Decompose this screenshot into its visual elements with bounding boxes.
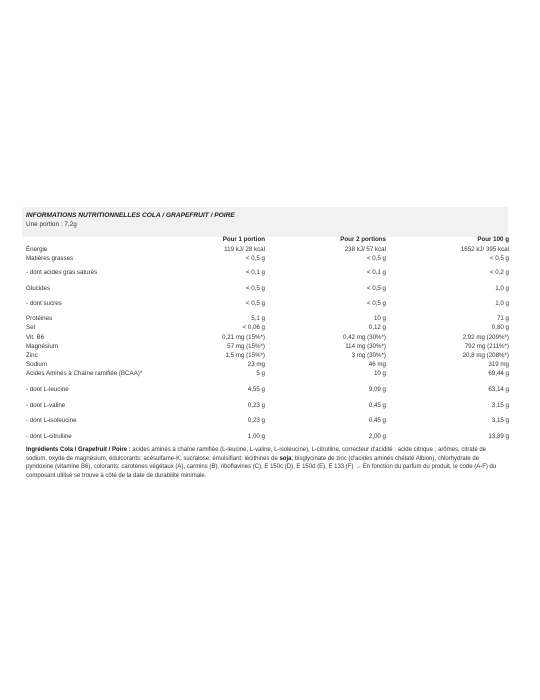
value-per-portion: 4,55 g bbox=[247, 386, 265, 393]
ingredients-text bbox=[26, 446, 508, 480]
table-row bbox=[0, 433, 540, 443]
value-per-portion: 1,5 mg (15%*) bbox=[225, 352, 265, 359]
value-per-two-portions: 0,42 mg (30%*) bbox=[343, 334, 386, 341]
row-label: - dont sucres bbox=[26, 300, 62, 307]
ingredients-part-a: acides aminés à chaîne ramifiée (L-leucine, L-valine, L-isoleucine), L-citrulline, correcteur d'acidité : acide citrique ; arômes, citrate de sodium, oxyde de magnésium, édulcorants: acésulfame-K, sucralose; émulsifiant: lécithines de bbox=[26, 447, 486, 462]
value-per-portion: < 0,5 g bbox=[245, 255, 265, 262]
ingredients-part-b: ; bisglycinate de zinc (d'acides aminés chélaté Albion), chlorhydrate de pyridoxine (vitamine B6), colorants: carotènes végétaux (A), carmins (B), riboflavines (C), E 150c (D), E 150d (E), E 133 (F) → En fonction du parfum du produit, le code (A-F) du composant utilisé se trouve à côté de la date de durabilité minimale. bbox=[26, 455, 497, 479]
value-per-100g: 20,8 mg (208%*) bbox=[462, 352, 509, 359]
portion-size: Une portion : 7,2g bbox=[26, 221, 77, 228]
value-per-100g: 71 g bbox=[496, 315, 509, 322]
value-per-100g: 1,0 g bbox=[495, 285, 509, 292]
value-per-portion: 1,00 g bbox=[247, 433, 265, 440]
value-per-100g: 0,80 g bbox=[491, 324, 509, 331]
column-headers bbox=[0, 236, 540, 246]
row-label: - dont L-citrulline bbox=[26, 433, 72, 440]
value-per-two-portions: 0,45 g bbox=[368, 402, 386, 409]
value-per-portion: 23 mg bbox=[247, 361, 265, 368]
header-per-two-portions: Pour 2 portions bbox=[340, 236, 386, 243]
value-per-100g: < 0,5 g bbox=[489, 255, 509, 262]
row-label: Énergie bbox=[26, 246, 48, 253]
value-per-100g: 63,14 g bbox=[488, 386, 509, 393]
table-row bbox=[0, 402, 540, 412]
table-row bbox=[0, 417, 540, 427]
value-per-two-portions: 10 g bbox=[373, 315, 386, 322]
table-row bbox=[0, 386, 540, 396]
header-per-100g: Pour 100 g bbox=[477, 236, 509, 243]
table-row bbox=[0, 300, 540, 310]
value-per-100g: 1,0 g bbox=[495, 300, 509, 307]
value-per-two-portions: 9,09 g bbox=[368, 386, 386, 393]
table-row bbox=[0, 269, 540, 279]
value-per-two-portions: < 0,5 g bbox=[366, 255, 386, 262]
value-per-two-portions: < 0,5 g bbox=[366, 285, 386, 292]
value-per-portion: < 0,06 g bbox=[242, 324, 265, 331]
table-row bbox=[0, 255, 540, 265]
value-per-two-portions: < 0,5 g bbox=[366, 300, 386, 307]
row-label: Matières grasses bbox=[26, 255, 74, 262]
row-label: Magnésium bbox=[26, 343, 58, 350]
value-per-100g: 3,15 g bbox=[491, 417, 509, 424]
ingredients-heading: Ingrédients Cola / Grapefruit / Poire : bbox=[26, 447, 131, 453]
row-label: - dont L-leucine bbox=[26, 386, 69, 393]
value-per-portion: 119 kJ/ 28 kcal bbox=[224, 246, 265, 253]
table-row bbox=[0, 285, 540, 295]
value-per-two-portions: 114 mg (30%*) bbox=[345, 343, 386, 350]
table-row bbox=[0, 324, 540, 334]
value-per-100g: 792 mg (211%*) bbox=[464, 343, 509, 350]
row-label: - dont L-valine bbox=[26, 402, 66, 409]
value-per-two-portions: 238 kJ/ 57 kcal bbox=[344, 246, 386, 253]
row-label: Sel bbox=[26, 324, 35, 331]
row-label: - dont L-isoleucine bbox=[26, 417, 77, 424]
header-per-portion: Pour 1 portion bbox=[222, 236, 265, 243]
value-per-100g: 319 mg bbox=[488, 361, 509, 368]
row-label: Vit. B6 bbox=[26, 334, 45, 341]
table-row bbox=[0, 370, 540, 380]
value-per-100g: < 0,2 g bbox=[489, 269, 509, 276]
value-per-two-portions: 2,00 g bbox=[368, 433, 386, 440]
value-per-portion: 5,1 g bbox=[251, 315, 265, 322]
value-per-100g: 3,15 g bbox=[491, 402, 509, 409]
value-per-portion: 0,21 mg (15%*) bbox=[222, 334, 265, 341]
value-per-100g: 69,44 g bbox=[488, 370, 509, 377]
value-per-portion: < 0,5 g bbox=[245, 300, 265, 307]
value-per-two-portions: 0,45 g bbox=[368, 417, 386, 424]
row-label: - dont acides gras saturés bbox=[26, 269, 98, 276]
table-title: INFORMATIONS NUTRITIONNELLES COLA / GRAPEFRUIT / POIRE bbox=[26, 212, 235, 219]
value-per-two-portions: 46 mg bbox=[368, 361, 386, 368]
value-per-two-portions: < 0,1 g bbox=[366, 269, 386, 276]
value-per-two-portions: 10 g bbox=[373, 370, 386, 377]
value-per-two-portions: 0,12 g bbox=[368, 324, 386, 331]
value-per-100g: 13,89 g bbox=[488, 433, 509, 440]
row-label: Acides Aminés à Chaîne ramifiée (BCAA)* bbox=[26, 370, 143, 377]
value-per-portion: < 0,5 g bbox=[245, 285, 265, 292]
row-label: Glucides bbox=[26, 285, 51, 292]
value-per-two-portions: 3 mg (30%*) bbox=[351, 352, 386, 359]
value-per-portion: 5 g bbox=[256, 370, 265, 377]
value-per-100g: 2,92 mg (209%*) bbox=[462, 334, 509, 341]
allergen-soja: soja bbox=[279, 455, 292, 462]
value-per-portion: 0,23 g bbox=[247, 417, 265, 424]
value-per-portion: 0,23 g bbox=[247, 402, 265, 409]
row-label: Zinc bbox=[26, 352, 38, 359]
value-per-portion: 57 mg (15%*) bbox=[227, 343, 265, 350]
value-per-100g: 1652 kJ/ 395 kcal bbox=[460, 246, 509, 253]
row-label: Sodium bbox=[26, 361, 47, 368]
value-per-portion: < 0,1 g bbox=[245, 269, 265, 276]
row-label: Protéines bbox=[26, 315, 53, 322]
